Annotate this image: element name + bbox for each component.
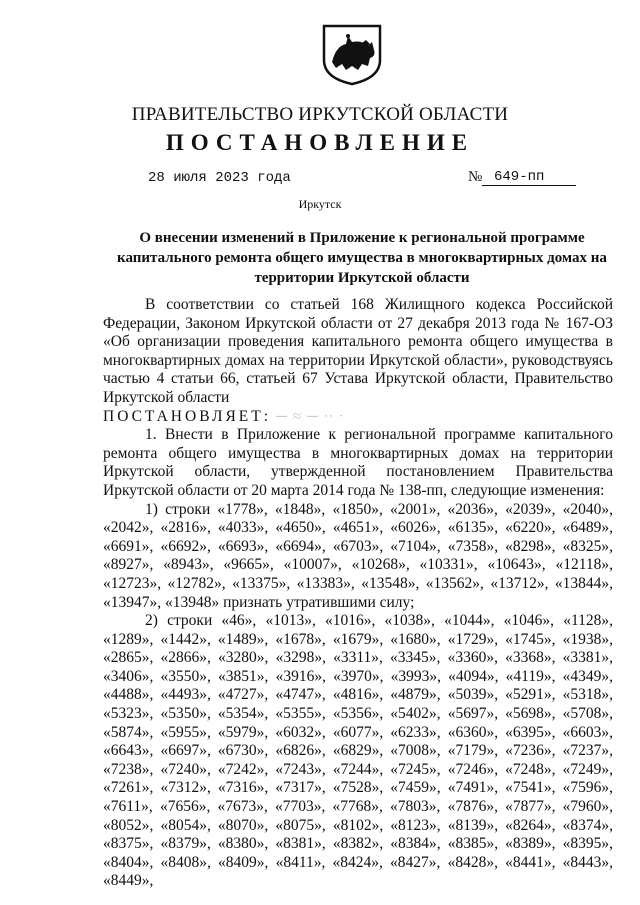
subitem-1-paragraph: 1) строки «1778», «1848», «1850», «2001», «2036», «2039», «2040», «2042», «2816», «4033», «4650», «4651», «6026», «6135», «6220», «6489», «6691», «6692», «6693», «6694», «6703», «7104», «7358», «8298», «8325», «8927», «8943», «9665», «10007», «10268», «10331», «10643», «12118», «12723», «12782», «13375», «13383», «13548», «13562», «13712», «13844», «13947», «13948» признать утратившими силу; [103, 500, 613, 611]
number-label: № [468, 169, 483, 185]
item-1-paragraph: 1. Внести в Приложение к региональной программе капитального ремонта общего имущества в многоквартирных домах на территории Иркутской области, утвержденной постановлением Правительства Иркутской области от 20 марта 2014 года № 138-пп, следующие изменения: [103, 426, 613, 499]
decree-number-value: 649-пп [494, 169, 545, 185]
government-name: ПРАВИТЕЛЬСТВО ИРКУТСКОЙ ОБЛАСТИ [131, 104, 509, 125]
subitem-2-paragraph: 2) строки «46», «1013», «1016», «1038», «1044», «1046», «1128», «1289», «1442», «1489», «1678», «1679», «1680», «1729», «1745», «1938», «2865», «2866», «3280», «3298», «3311», «3345», «3360», «3368», «3381», «3406», «3550», «3851», «3916», «3970», «3993», «4094», «4119», «4349», «4488», «4493», «4727», «4747», «4816», «4879», «5039», «5291», «5318», «5323», «5350», «5354», «5355», «5356», «5402», «5697», «5698», «5708», «5874», «5955», «5979», «6032», «6077», «6233», «6360», «6395», «6603», «6643», «6697», «6730», «6826», «6829», «7008», «7179», «7236», «7237», «7238», «7240», «7242», «7243», «7244», «7245», «7246», «7248», «7249», «7261», «7312», «7316», «7317», «7528», «7459», «7491», «7541», «7596», «7611», «7656», «7673», «7703», «7768», «7803», «7876», «7877», «7960», «8052», «8054», «8070», «8075», «8102», «8123», «8139», «8264», «8374», «8375», «8379», «8380», «8381», «8382», «8384», «8385», «8389», «8395», «8404», «8408», «8409», «8411», «8424», «8427», «8428», «8441», «8443», «8449», [103, 612, 613, 890]
city-name: Иркутск [298, 197, 342, 211]
decree-number [482, 170, 576, 186]
coat-of-arms-emblem [318, 22, 386, 86]
preamble-paragraph: В соответствии со статьей 168 Жилищного кодекса Российской Федерации, Законом Иркутской области от 27 декабря 2013 года № 167-ОЗ «Об организации проведения капитального ремонта общего имущества в многоквартирных домах на территории Иркутской области», руководствуясь частью 4 статьи 66, статьей 67 Устава Иркутской области, Правительство Иркутской области [103, 296, 613, 406]
decree-date: 28 июля 2023 года [148, 170, 291, 186]
decides-line [103, 408, 613, 427]
document-type-title: ПОСТАНОВЛЕНИЕ [165, 130, 475, 155]
document-subject: О внесении изменений в Приложение к региональной программе капитального ремонта общего имущества в многоквартирных домах на территории Иркутской области [117, 230, 607, 286]
decides-word: ПОСТАНОВЛЯЕТ: [103, 407, 272, 425]
document-body [103, 296, 613, 891]
stamp-smudge: ─ ≈ ─ ∙∙ · [271, 407, 345, 425]
